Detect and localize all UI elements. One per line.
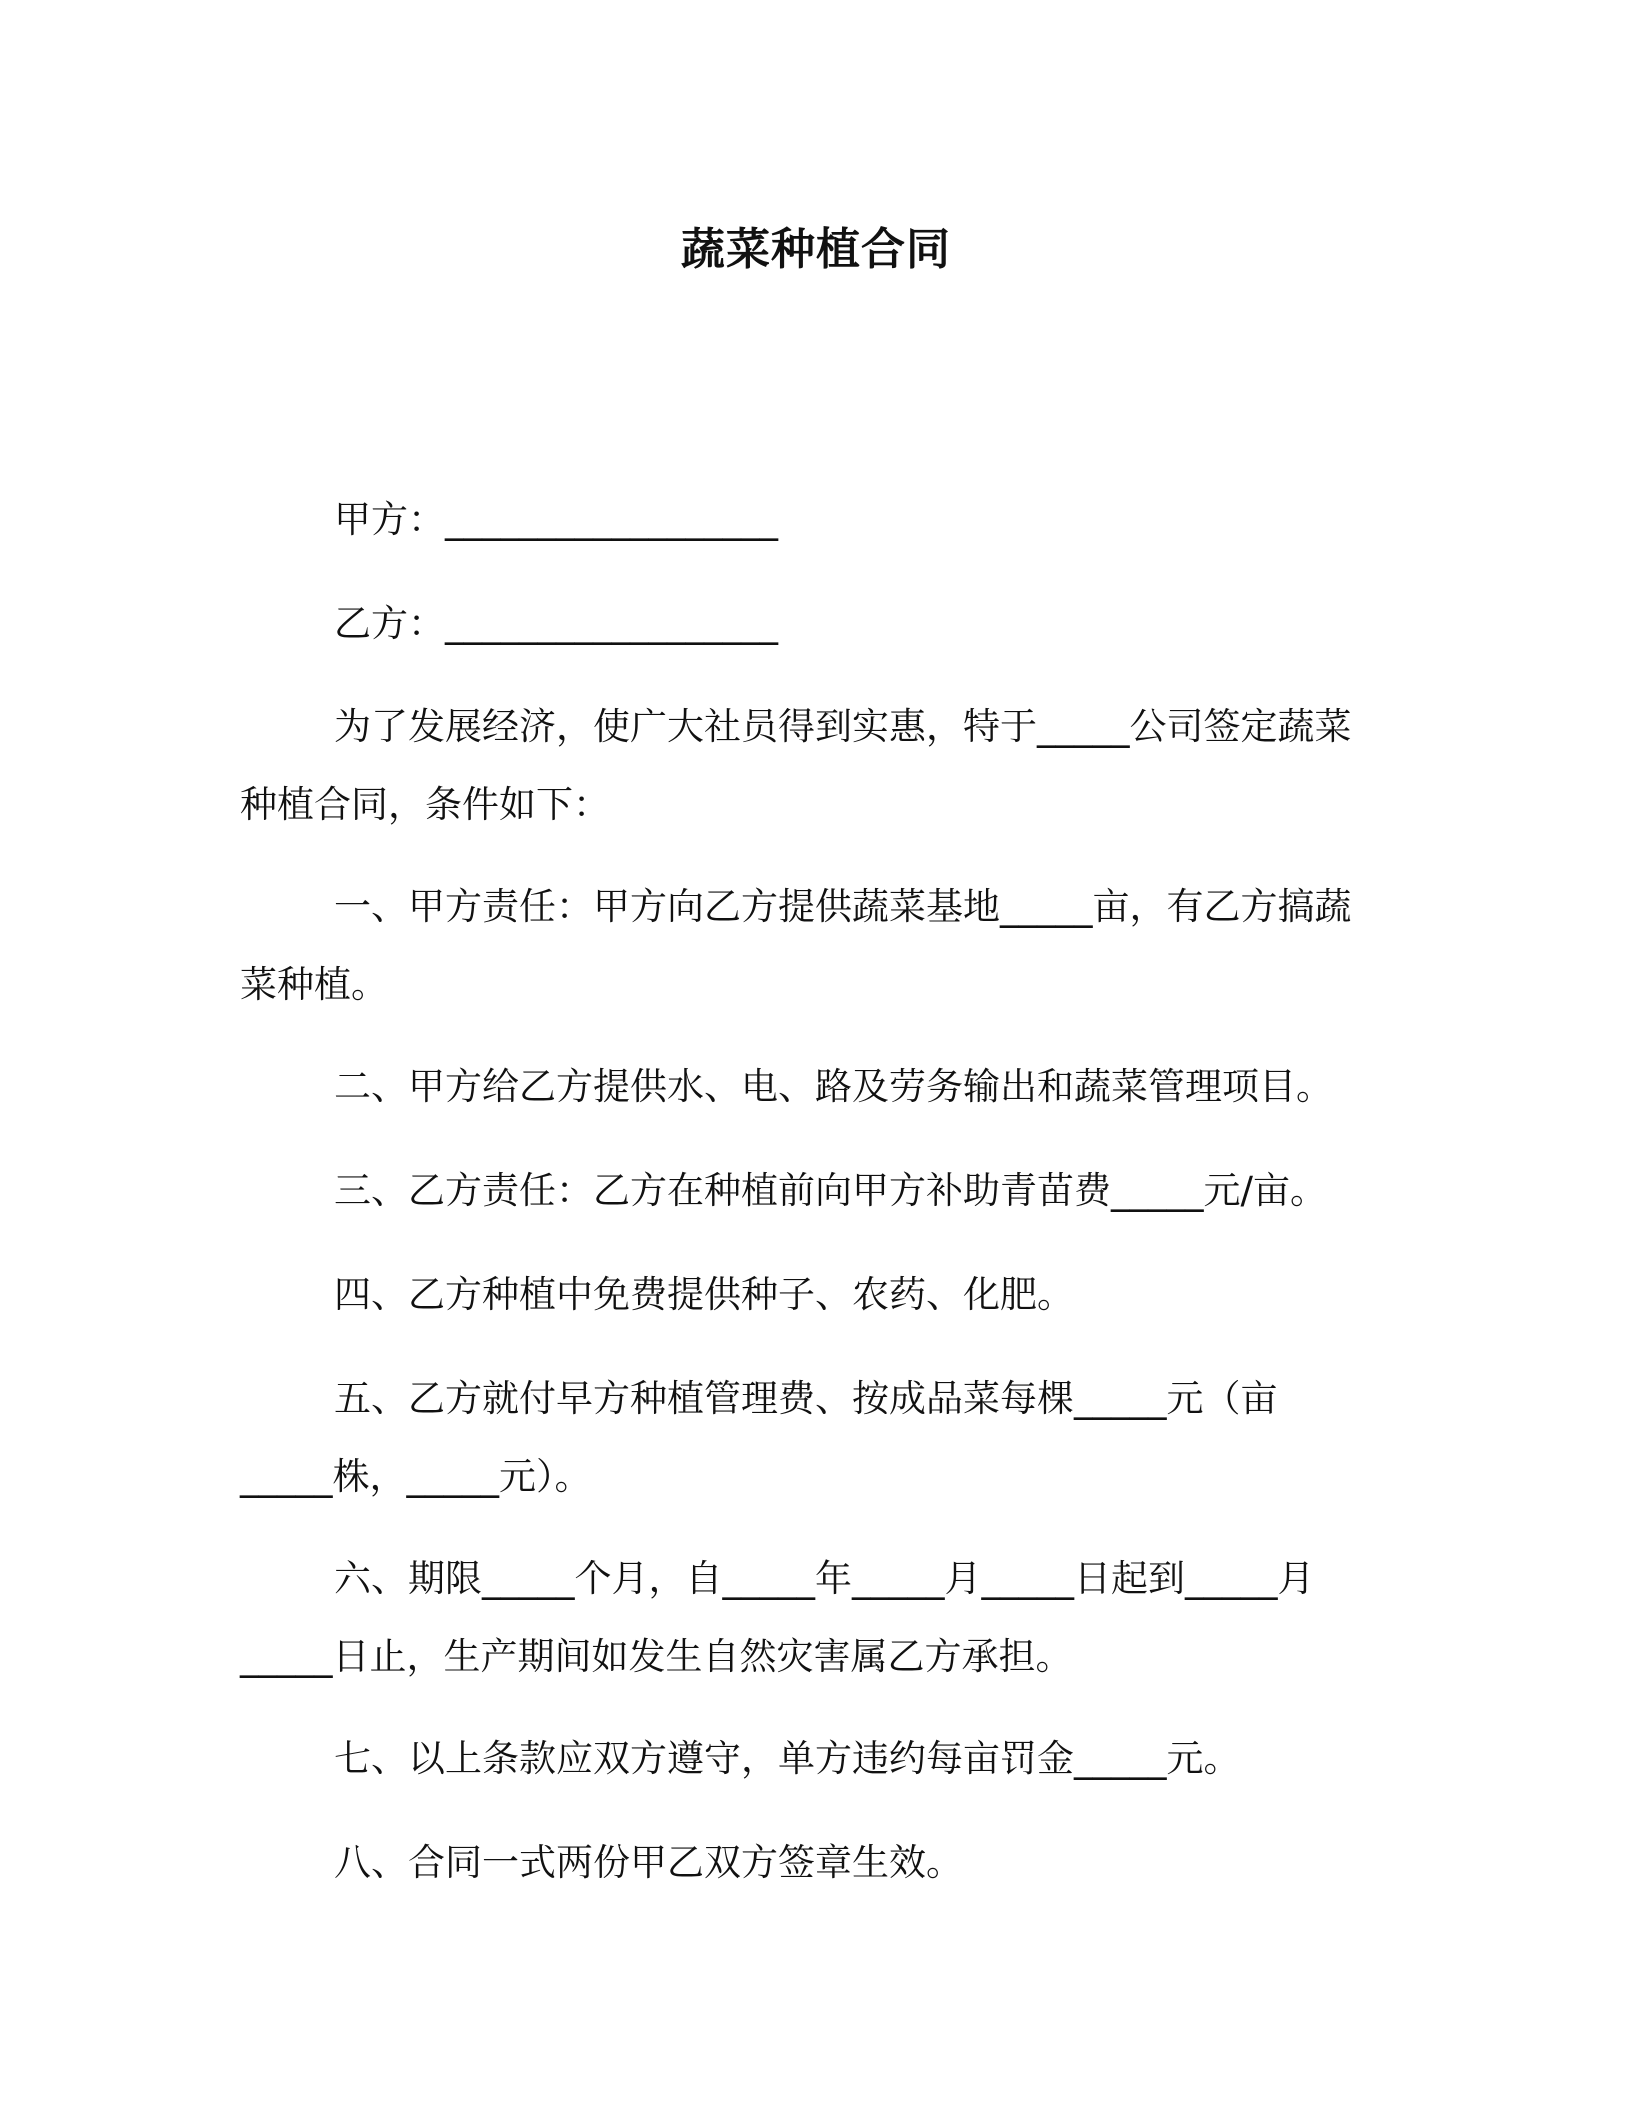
party-a-line: 甲方：__________________ bbox=[334, 498, 778, 541]
intro-line-2: 种植合同，条件如下： bbox=[240, 783, 610, 826]
clause-7: 七、以上条款应双方遵守，单方违约每亩罚金_____元。 bbox=[334, 1737, 1241, 1780]
clause-8: 八、合同一式两份甲乙双方签章生效。 bbox=[334, 1841, 963, 1884]
clause-1-line-2: 菜种植。 bbox=[240, 963, 388, 1006]
clause-3: 三、乙方责任：乙方在种植前向甲方补助青苗费_____元/亩。 bbox=[334, 1169, 1327, 1212]
clause-1-line-1: 一、甲方责任：甲方向乙方提供蔬菜基地_____亩，有乙方搞蔬 bbox=[334, 885, 1352, 928]
intro-line-1: 为了发展经济，使广大社员得到实惠，特于_____公司签定蔬菜 bbox=[334, 705, 1352, 748]
clause-2: 二、甲方给乙方提供水、电、路及劳务输出和蔬菜管理项目。 bbox=[334, 1065, 1333, 1108]
document-title: 蔬菜种植合同 bbox=[681, 224, 951, 275]
clause-4: 四、乙方种植中免费提供种子、农药、化肥。 bbox=[334, 1273, 1074, 1316]
clause-5-line-1: 五、乙方就付早方种植管理费、按成品菜每棵_____元（亩 bbox=[334, 1377, 1278, 1420]
clause-6-line-1: 六、期限_____个月，自_____年_____月_____日起到_____月 bbox=[334, 1557, 1315, 1600]
party-b-line: 乙方：__________________ bbox=[334, 602, 778, 645]
clause-5-line-2: _____株，_____元）。 bbox=[240, 1455, 592, 1498]
clause-6-line-2: _____日止，生产期间如发生自然灾害属乙方承担。 bbox=[240, 1635, 1073, 1678]
